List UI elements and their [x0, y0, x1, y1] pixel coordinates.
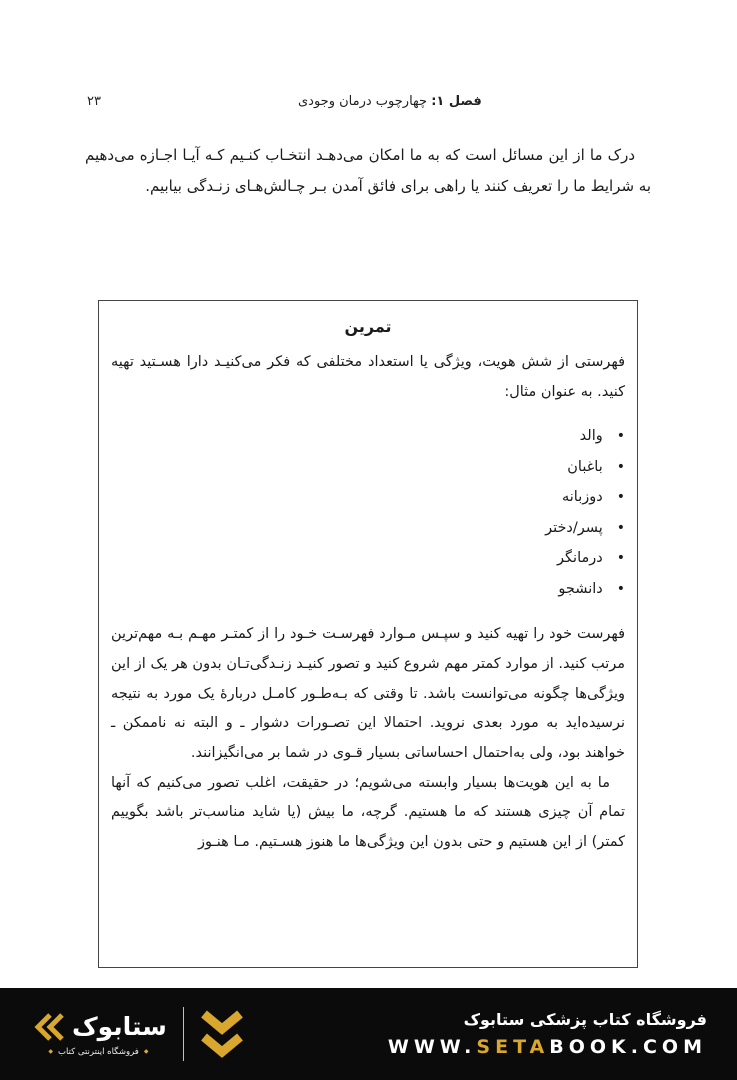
chapter-label: فصل ۱:: [431, 94, 482, 109]
bullet-icon: •: [616, 428, 625, 445]
list-item: [111, 482, 625, 512]
setabook-logo: [30, 1007, 244, 1061]
list-item: [111, 513, 625, 543]
footer-banner: [0, 988, 737, 1080]
bullet-icon: •: [616, 489, 625, 506]
bullet-icon: •: [616, 458, 625, 475]
exercise-title: تمرین: [344, 317, 392, 336]
list-item-label: پسر/دختر: [545, 519, 603, 536]
exercise-list: [111, 421, 625, 604]
diamond-icon: ◆: [143, 1047, 149, 1055]
logo-tagline: فروشگاه اینترنتی کتاب: [57, 1046, 139, 1057]
bullet-icon: •: [616, 550, 625, 567]
page-number: ۲۳: [87, 94, 101, 109]
setabook-emblem-icon: [200, 1008, 244, 1060]
intro-paragraph: درک ما از این مسائل است که به ما امکان می‌دهـد انتخـاب کنـیم کـه آیـا اجـازه می‌دهیم به شرایط ما را تعریف کنند یا راهی برای فائق آمدن بـر چـالش‌هـای زنـدگی بیابیم.: [85, 146, 651, 195]
list-item-label: درمانگر: [557, 550, 603, 567]
chapter-heading: [298, 94, 482, 109]
exercise-paragraph-2: ما به این هویت‌ها بسیار وابسته می‌شویم؛ در حقیقت، اغلب تصور می‌کنیم که آنها تمام آن چیزی هستند که ما هستیم. گرچه، ما بیش (یا شاید مناسب‌تر باشد بگوییم کمتر) از این هستیم و حتی بدون این ویژگی‌ها ما هنوز هسـتیم. مـا هنـوز: [111, 774, 625, 851]
list-item: [111, 452, 625, 482]
logo-wordmark: ستابوک: [72, 1012, 167, 1041]
footer-divider: [183, 1007, 184, 1061]
exercise-box: [98, 300, 638, 968]
list-item-label: دوزبانه: [562, 489, 603, 506]
list-item: [111, 543, 625, 573]
footer-text-block: [388, 1010, 707, 1058]
url-brand: SETA: [476, 1036, 550, 1058]
exercise-paragraph-1: فهرست خود را تهیه کنید و سپـس مـوارد فهرسـت خـود را از کمتـر مهـم بـه مهم‌ترین مرتب کنید. از موارد کمتر مهم شروع کنید و تصور کنیـد زنـدگی‌تـان بدون هر یک از این ویژگی‌ها چگونه می‌توانست باشد. تا وقتی که بـه‌طـور کامـل دربارهٔ یک مورد به نتیجه نرسیده‌اید به مورد بعدی نروید. احتمالا این تصـورات دشوار ـ و البته نه ناممکن ـ خواهند بود، ولی به‌احتمال احساساتی بسیار قـوی در شما بر می‌انگیزانند.: [111, 626, 625, 761]
list-item: [111, 421, 625, 451]
store-name: فروشگاه کتاب پزشکی ستابوک: [463, 1010, 707, 1029]
list-item-label: والد: [579, 428, 603, 445]
site-url: [388, 1036, 707, 1058]
logo-chevrons-icon: [30, 1012, 66, 1042]
bullet-icon: •: [616, 519, 625, 536]
url-www: WWW.: [387, 1036, 477, 1058]
diamond-icon: ◆: [48, 1047, 53, 1055]
chapter-title: چهارچوب درمان وجودی: [298, 94, 428, 109]
list-item-label: باغبان: [567, 458, 603, 475]
list-item-label: دانشجو: [558, 580, 603, 597]
logo-mark: [30, 1012, 167, 1057]
list-item: [111, 574, 625, 604]
exercise-intro-paragraph: فهرستی از شش هویت، ویژگی یا استعداد مختلفی که فکر می‌کنیـد دارا هسـتید تهیه کنید. به عنوان مثال:: [111, 354, 625, 400]
url-rest: BOOK.COM: [549, 1036, 707, 1058]
bullet-icon: •: [616, 580, 625, 597]
